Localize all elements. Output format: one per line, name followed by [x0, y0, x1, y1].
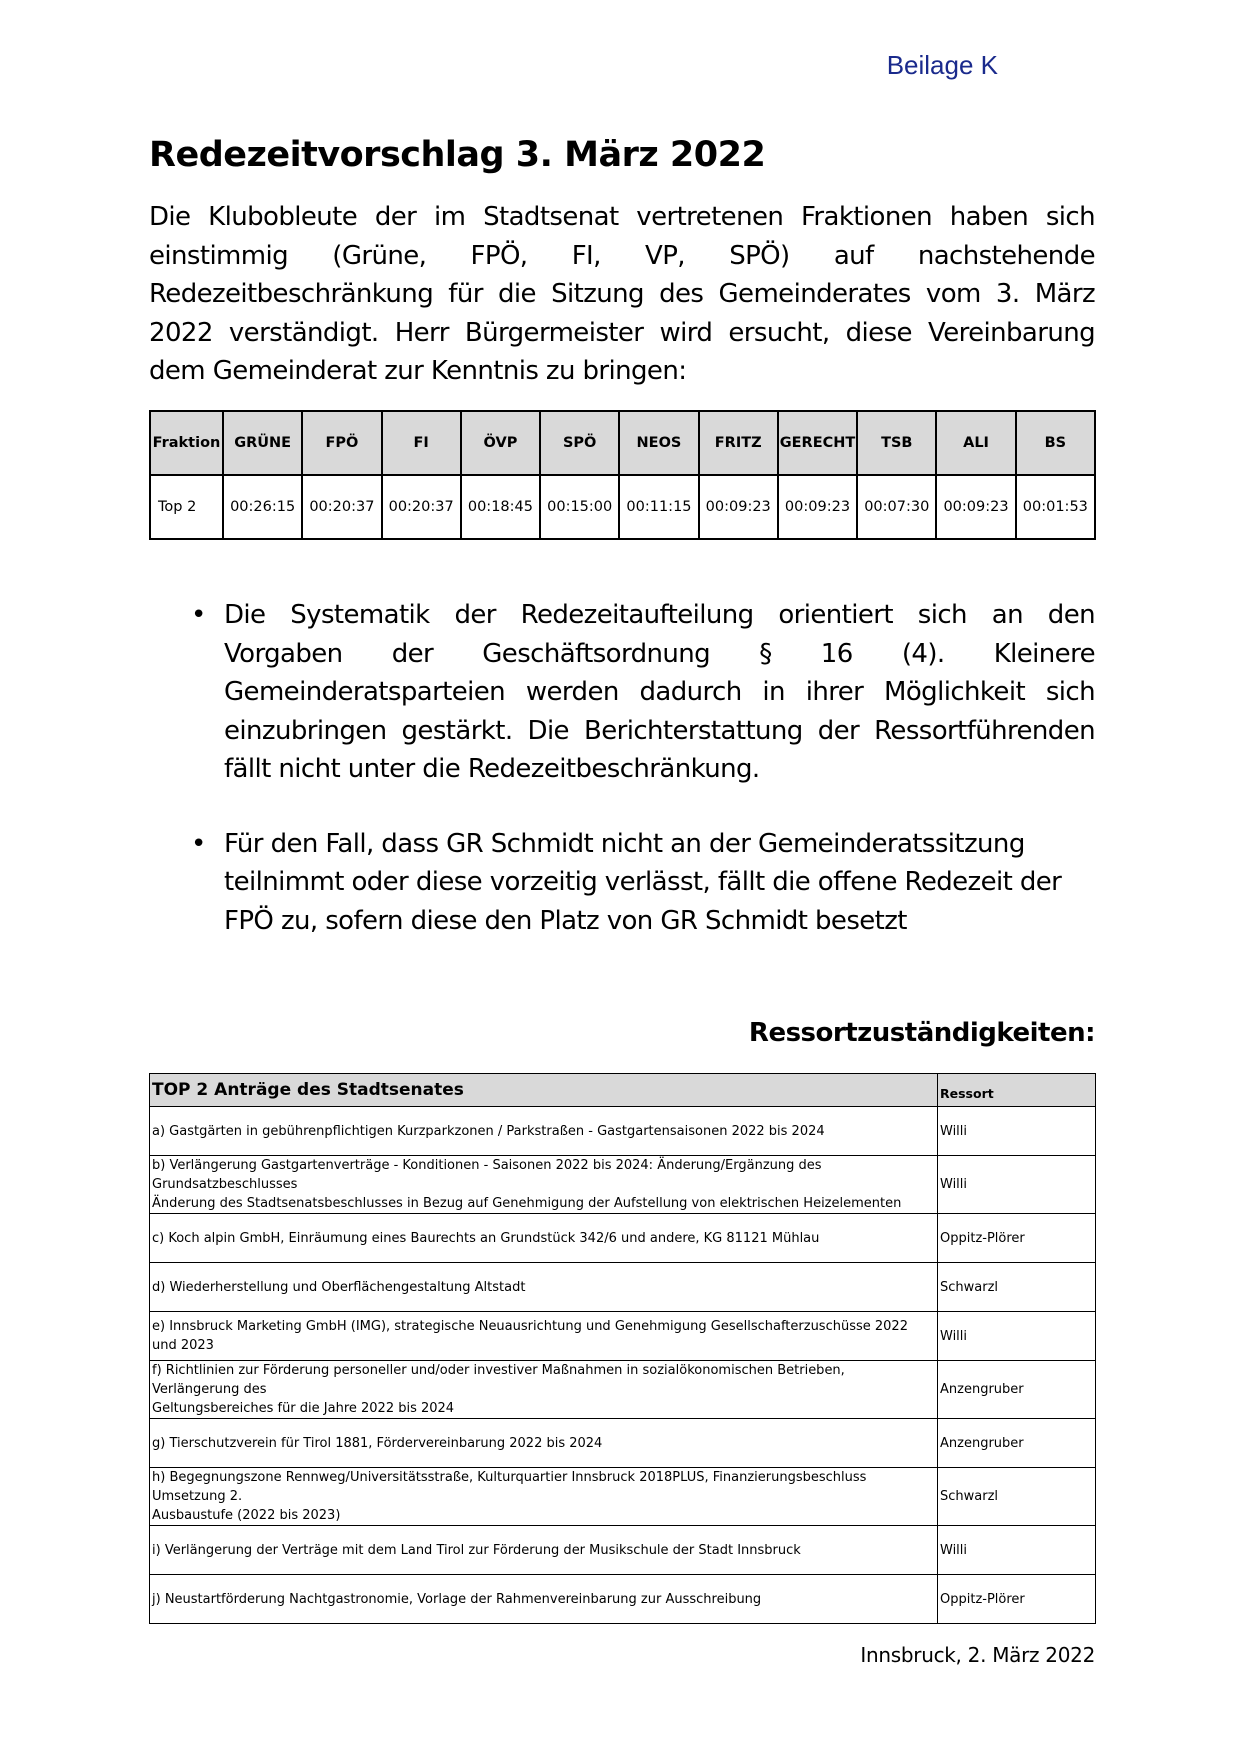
header-cell: FI: [382, 411, 461, 475]
time-cell: 00:11:15: [619, 475, 698, 539]
table-row: [150, 1263, 1096, 1312]
time-cell: 00:15:00: [540, 475, 619, 539]
header-cell: Fraktion: [150, 411, 223, 475]
bullet-list: [149, 596, 1095, 976]
ressort-cell: Schwarzl: [938, 1263, 1096, 1312]
topic-cell: c) Koch alpin GmbH, Einräumung eines Baurechts an Grundstück 342/6 und andere, KG 81121 Mühlau: [150, 1214, 938, 1263]
header-cell: ALI: [936, 411, 1015, 475]
speaking-time-header-row: [150, 411, 1095, 475]
bullet-dot-icon: •: [191, 600, 206, 630]
table-row: [150, 1526, 1096, 1575]
topic-cell: g) Tierschutzverein für Tirol 1881, Fördervereinbarung 2022 bis 2024: [150, 1419, 938, 1468]
ressort-cell: Schwarzl: [938, 1468, 1096, 1526]
row-label-cell: Top 2: [150, 475, 223, 539]
table-row: [150, 1361, 1096, 1419]
topic-cell: f) Richtlinien zur Förderung personeller und/oder investiver Maßnahmen in sozialökonomischen Betrieben, Verlängerung des Geltungsbereiches für die Jahre 2022 bis 2024: [150, 1361, 938, 1419]
ressort-cell: Oppitz-Plörer: [938, 1214, 1096, 1263]
attachment-label: Beilage K: [886, 50, 998, 80]
ressort-cell: Anzengruber: [938, 1361, 1096, 1419]
table-row: [150, 1214, 1096, 1263]
time-cell: 00:09:23: [699, 475, 778, 539]
topic-cell: a) Gastgärten in gebührenpflichtigen Kurzparkzonen / Parkstraßen - Gastgartensaisonen 2022 bis 2024: [150, 1107, 938, 1156]
ressort-cell: Oppitz-Plörer: [938, 1575, 1096, 1624]
topic-cell: i) Verlängerung der Verträge mit dem Land Tirol zur Förderung der Musikschule der Stadt Innsbruck: [150, 1526, 938, 1575]
header-cell: ÖVP: [461, 411, 540, 475]
table-row: [150, 1468, 1096, 1526]
header-cell: FPÖ: [302, 411, 381, 475]
time-cell: 00:09:23: [778, 475, 857, 539]
ressort-cell: Willi: [938, 1156, 1096, 1214]
ressort-heading: Ressortzuständigkeiten:: [748, 1018, 1095, 1048]
header-cell: FRITZ: [699, 411, 778, 475]
ressort-cell: Anzengruber: [938, 1419, 1096, 1468]
table-row: [150, 1156, 1096, 1214]
table-row: [150, 1575, 1096, 1624]
header-cell: SPÖ: [540, 411, 619, 475]
topic-cell: j) Neustartförderung Nachtgastronomie, Vorlage der Rahmenvereinbarung zur Ausschreibung: [150, 1575, 938, 1624]
page-title: Redezeitvorschlag 3. März 2022: [149, 135, 766, 175]
table-row: [150, 1312, 1096, 1361]
time-cell: 00:09:23: [936, 475, 1015, 539]
header-cell: GERECHT: [778, 411, 857, 475]
header-cell: BS: [1016, 411, 1095, 475]
bullet-dot-icon: •: [191, 828, 206, 859]
topic-cell: b) Verlängerung Gastgartenverträge - Konditionen - Saisonen 2022 bis 2024: Änderung/Ergänzung des Grundsatzbeschlusses Änderung des Stadtsenatsbeschlusses in Bezug auf Genehmigung der Aufstellung von elektrischen Heizelementen: [150, 1156, 938, 1214]
topic-header: TOP 2 Anträge des Stadtsenates: [150, 1074, 938, 1107]
topic-cell: e) Innsbruck Marketing GmbH (IMG), strategische Neuausrichtung und Genehmigung Gesellschafterzuschüsse 2022 und 2023: [150, 1312, 938, 1361]
topic-cell: h) Begegnungszone Rennweg/Universitätsstraße, Kulturquartier Innsbruck 2018PLUS, Finanzierungsbeschluss Umsetzung 2. Ausbaustufe (2022 bis 2023): [150, 1468, 938, 1526]
ressort-header: Ressort: [938, 1074, 1096, 1107]
bullet-item: [149, 596, 1095, 789]
time-cell: 00:26:15: [223, 475, 302, 539]
speaking-time-table: [149, 410, 1096, 540]
ressort-cell: Willi: [938, 1312, 1096, 1361]
table-row: [150, 1107, 1096, 1156]
time-cell: 00:01:53: [1016, 475, 1095, 539]
bullet-text: Für den Fall, dass GR Schmidt nicht an der Gemeinderatssitzung teilnimmt oder diese vorzeitig verlässt, fällt die offene Redezeit der FPÖ zu, sofern diese den Platz von GR Schmidt besetzt: [224, 828, 1062, 936]
table-row: [150, 1419, 1096, 1468]
header-cell: NEOS: [619, 411, 698, 475]
bullet-item: [149, 825, 1095, 941]
place-date: Innsbruck, 2. März 2022: [860, 1643, 1095, 1667]
time-cell: 00:20:37: [382, 475, 461, 539]
time-cell: 00:20:37: [302, 475, 381, 539]
header-cell: GRÜNE: [223, 411, 302, 475]
time-cell: 00:18:45: [461, 475, 540, 539]
ressort-table: [149, 1073, 1096, 1624]
topic-cell: d) Wiederherstellung und Oberflächengestaltung Altstadt: [150, 1263, 938, 1312]
time-cell: 00:07:30: [857, 475, 936, 539]
speaking-time-row: [150, 475, 1095, 539]
ressort-cell: Willi: [938, 1526, 1096, 1575]
intro-paragraph: Die Klubobleute der im Stadtsenat vertretenen Fraktionen haben sich einstimmig (Grüne, FPÖ, FI, VP, SPÖ) auf nachstehende Redezeitbeschränkung für die Sitzung des Gemeinderates vom 3. März 2022 verständigt. Herr Bürgermeister wird ersucht, diese Vereinbarung dem Gemeinderat zur Kenntnis zu bringen:: [149, 202, 1095, 386]
ressort-header-row: [150, 1074, 1096, 1107]
bullet-text: Die Systematik der Redezeitaufteilung orientiert sich an den Vorgaben der Geschäftsordnung § 16 (4). Kleinere Gemeinderatsparteien werden dadurch in ihrer Möglichkeit sich einzubringen gestärkt. Die Berichterstattung der Ressortführenden fällt nicht unter die Redezeitbeschränkung.: [224, 600, 1095, 784]
ressort-cell: Willi: [938, 1107, 1096, 1156]
header-cell: TSB: [857, 411, 936, 475]
